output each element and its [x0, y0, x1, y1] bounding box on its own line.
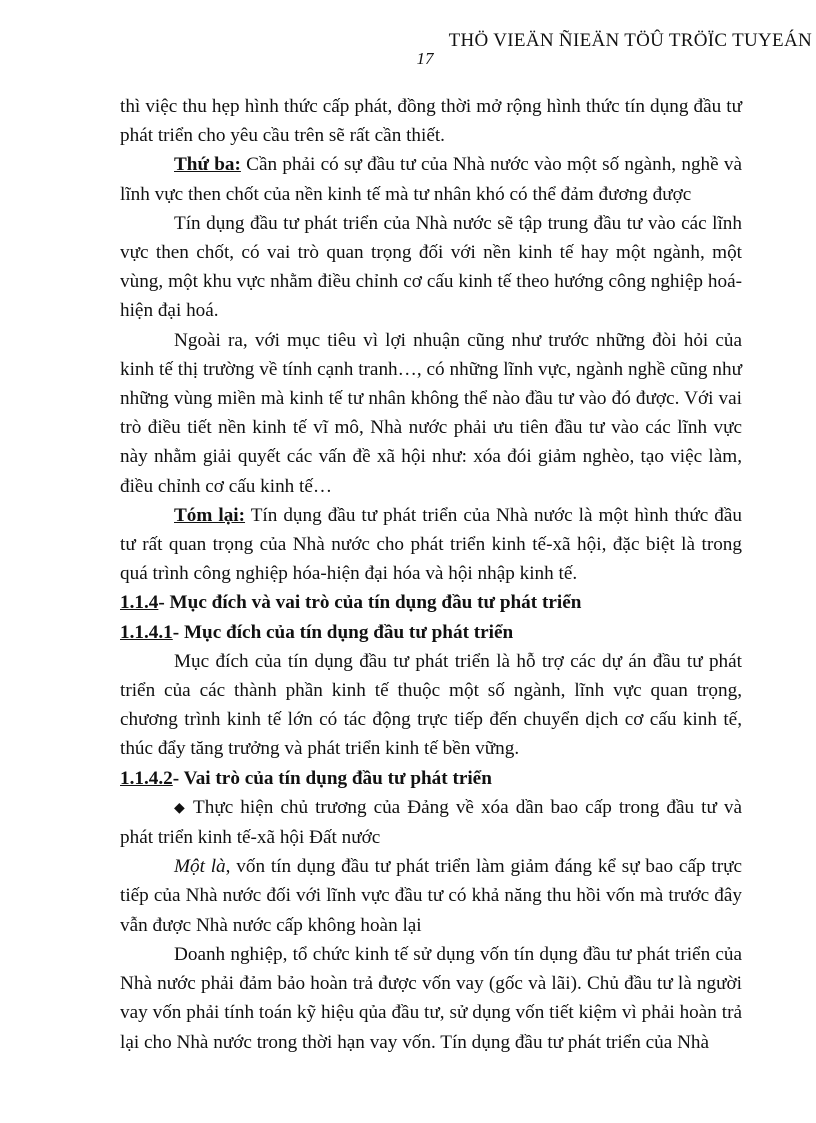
paragraph-7-text: , vốn tín dụng đầu tư phát triển làm giảm đáng kể sự bao cấp trực tiếp của Nhà nước đối với lĩnh vực đầu tư có khả năng thu hồi vốn mà trước đây vẫn được Nhà nước cấp không hoàn lại: [120, 856, 743, 936]
section-title-1-1-4: - Mục đích và vai trò của tín dụng đầu tư phát triển: [158, 592, 582, 614]
section-number-1-1-4-2: 1.1.4.2: [120, 767, 173, 789]
paragraph-2-label: Thứ ba:: [174, 154, 241, 176]
section-heading-1-1-4-2: [120, 764, 742, 793]
library-header-title: THÖ VIEÄN ÑIEÄN TÖÛ TRÖÏC TUYEÁN: [448, 30, 812, 51]
paragraph-7-label: Một là: [174, 856, 226, 878]
diamond-bullet-icon: ◆: [174, 800, 188, 816]
paragraph-5-label: Tóm lại:: [174, 504, 246, 526]
paragraph-5-text: Tín dụng đầu tư phát triển của Nhà nước là một hình thức đầu tư rất quan trọng của Nhà nước cho phát triển kinh tế-xã hội, đặc biệt là trong quá trình công nghiệp hóa-hiện đại hóa và hội nhập kinh tế.: [120, 504, 742, 585]
section-number-1-1-4-1: 1.1.4.1: [120, 621, 173, 643]
paragraph-8: Doanh nghiệp, tổ chức kinh tế sử dụng vốn tín dụng đầu tư phát triển của Nhà nước phải đảm bảo hoàn trả được vốn vay (gốc và lãi). Chủ đầu tư là người vay vốn phải tính toán kỹ hiệu qủa đầu tư, sử dụng vốn tiết kiệm vì phải hoàn trả lại cho Nhà nước trong thời hạn vay vốn. Tín dụng đầu tư phát triển của Nhà: [120, 943, 742, 1053]
paragraph-5: [120, 501, 742, 589]
page-number: 17: [416, 49, 434, 68]
document-body: [120, 92, 742, 1057]
section-title-1-1-4-2: - Vai trò của tín dụng đầu tư phát triển: [172, 767, 492, 789]
paragraph-6: Mục đích của tín dụng đầu tư phát triển là hỗ trợ các dự án đầu tư phát triển của các thành phần kinh tế thuộc một số ngành, lĩnh vực quan trọng, chương trình kinh tế lớn có tác động trực tiếp đến chuyển dịch cơ cấu kinh tế, thúc đẩy tăng trưởng và phát triển kinh tế bền vững.: [120, 650, 742, 760]
section-number-1-1-4: 1.1.4: [120, 592, 159, 614]
paragraph-2: [120, 150, 742, 208]
paragraph-7: [120, 852, 742, 940]
section-title-1-1-4-1: - Mục đích của tín dụng đầu tư phát triển: [172, 621, 514, 643]
paragraph-3: Tín dụng đầu tư phát triển của Nhà nước sẽ tập trung đầu tư vào các lĩnh vực then chốt, có vai trò quan trọng đối với nền kinh tế hay một ngành, một vùng, một khu vực nhằm điều chỉnh cơ cấu kinh tế theo hướng công nghiệp hoá-hiện đại hoá.: [120, 212, 742, 322]
paragraph-2-text: Cần phải có sự đầu tư của Nhà nước vào một số ngành, nghề và lĩnh vực then chốt của nền kinh tế mà tư nhân khó có thể đảm đương được: [120, 154, 743, 205]
paragraph-4: Ngoài ra, với mục tiêu vì lợi nhuận cũng như trước những đòi hỏi của kinh tế thị trường về tính cạnh tranh…, có những lĩnh vực, ngành nghề cũng như những vùng miền mà kinh tế tư nhân không thể nào đầu tư vào đó được. Với vai trò điều tiết nền kinh tế vĩ mô, Nhà nước phải ưu tiên đầu tư vào các lĩnh vực này nhằm giải quyết các vấn đề xã hội như: xóa đói giảm nghèo, tạo việc làm, điều chỉnh cơ cấu kinh tế…: [120, 329, 742, 497]
section-heading-1-1-4: [120, 588, 742, 617]
paragraph-1: thì việc thu hẹp hình thức cấp phát, đồng thời mở rộng hình thức tín dụng đầu tư phát triển cho yêu cầu trên sẽ rất cần thiết.: [120, 96, 742, 147]
bullet-text: Thực hiện chủ trương của Đảng về xóa dần bao cấp trong đầu tư và phát triển kinh tế-xã hội Đất nước: [120, 796, 742, 849]
bullet-paragraph: [120, 793, 742, 852]
section-heading-1-1-4-1: [120, 618, 742, 647]
